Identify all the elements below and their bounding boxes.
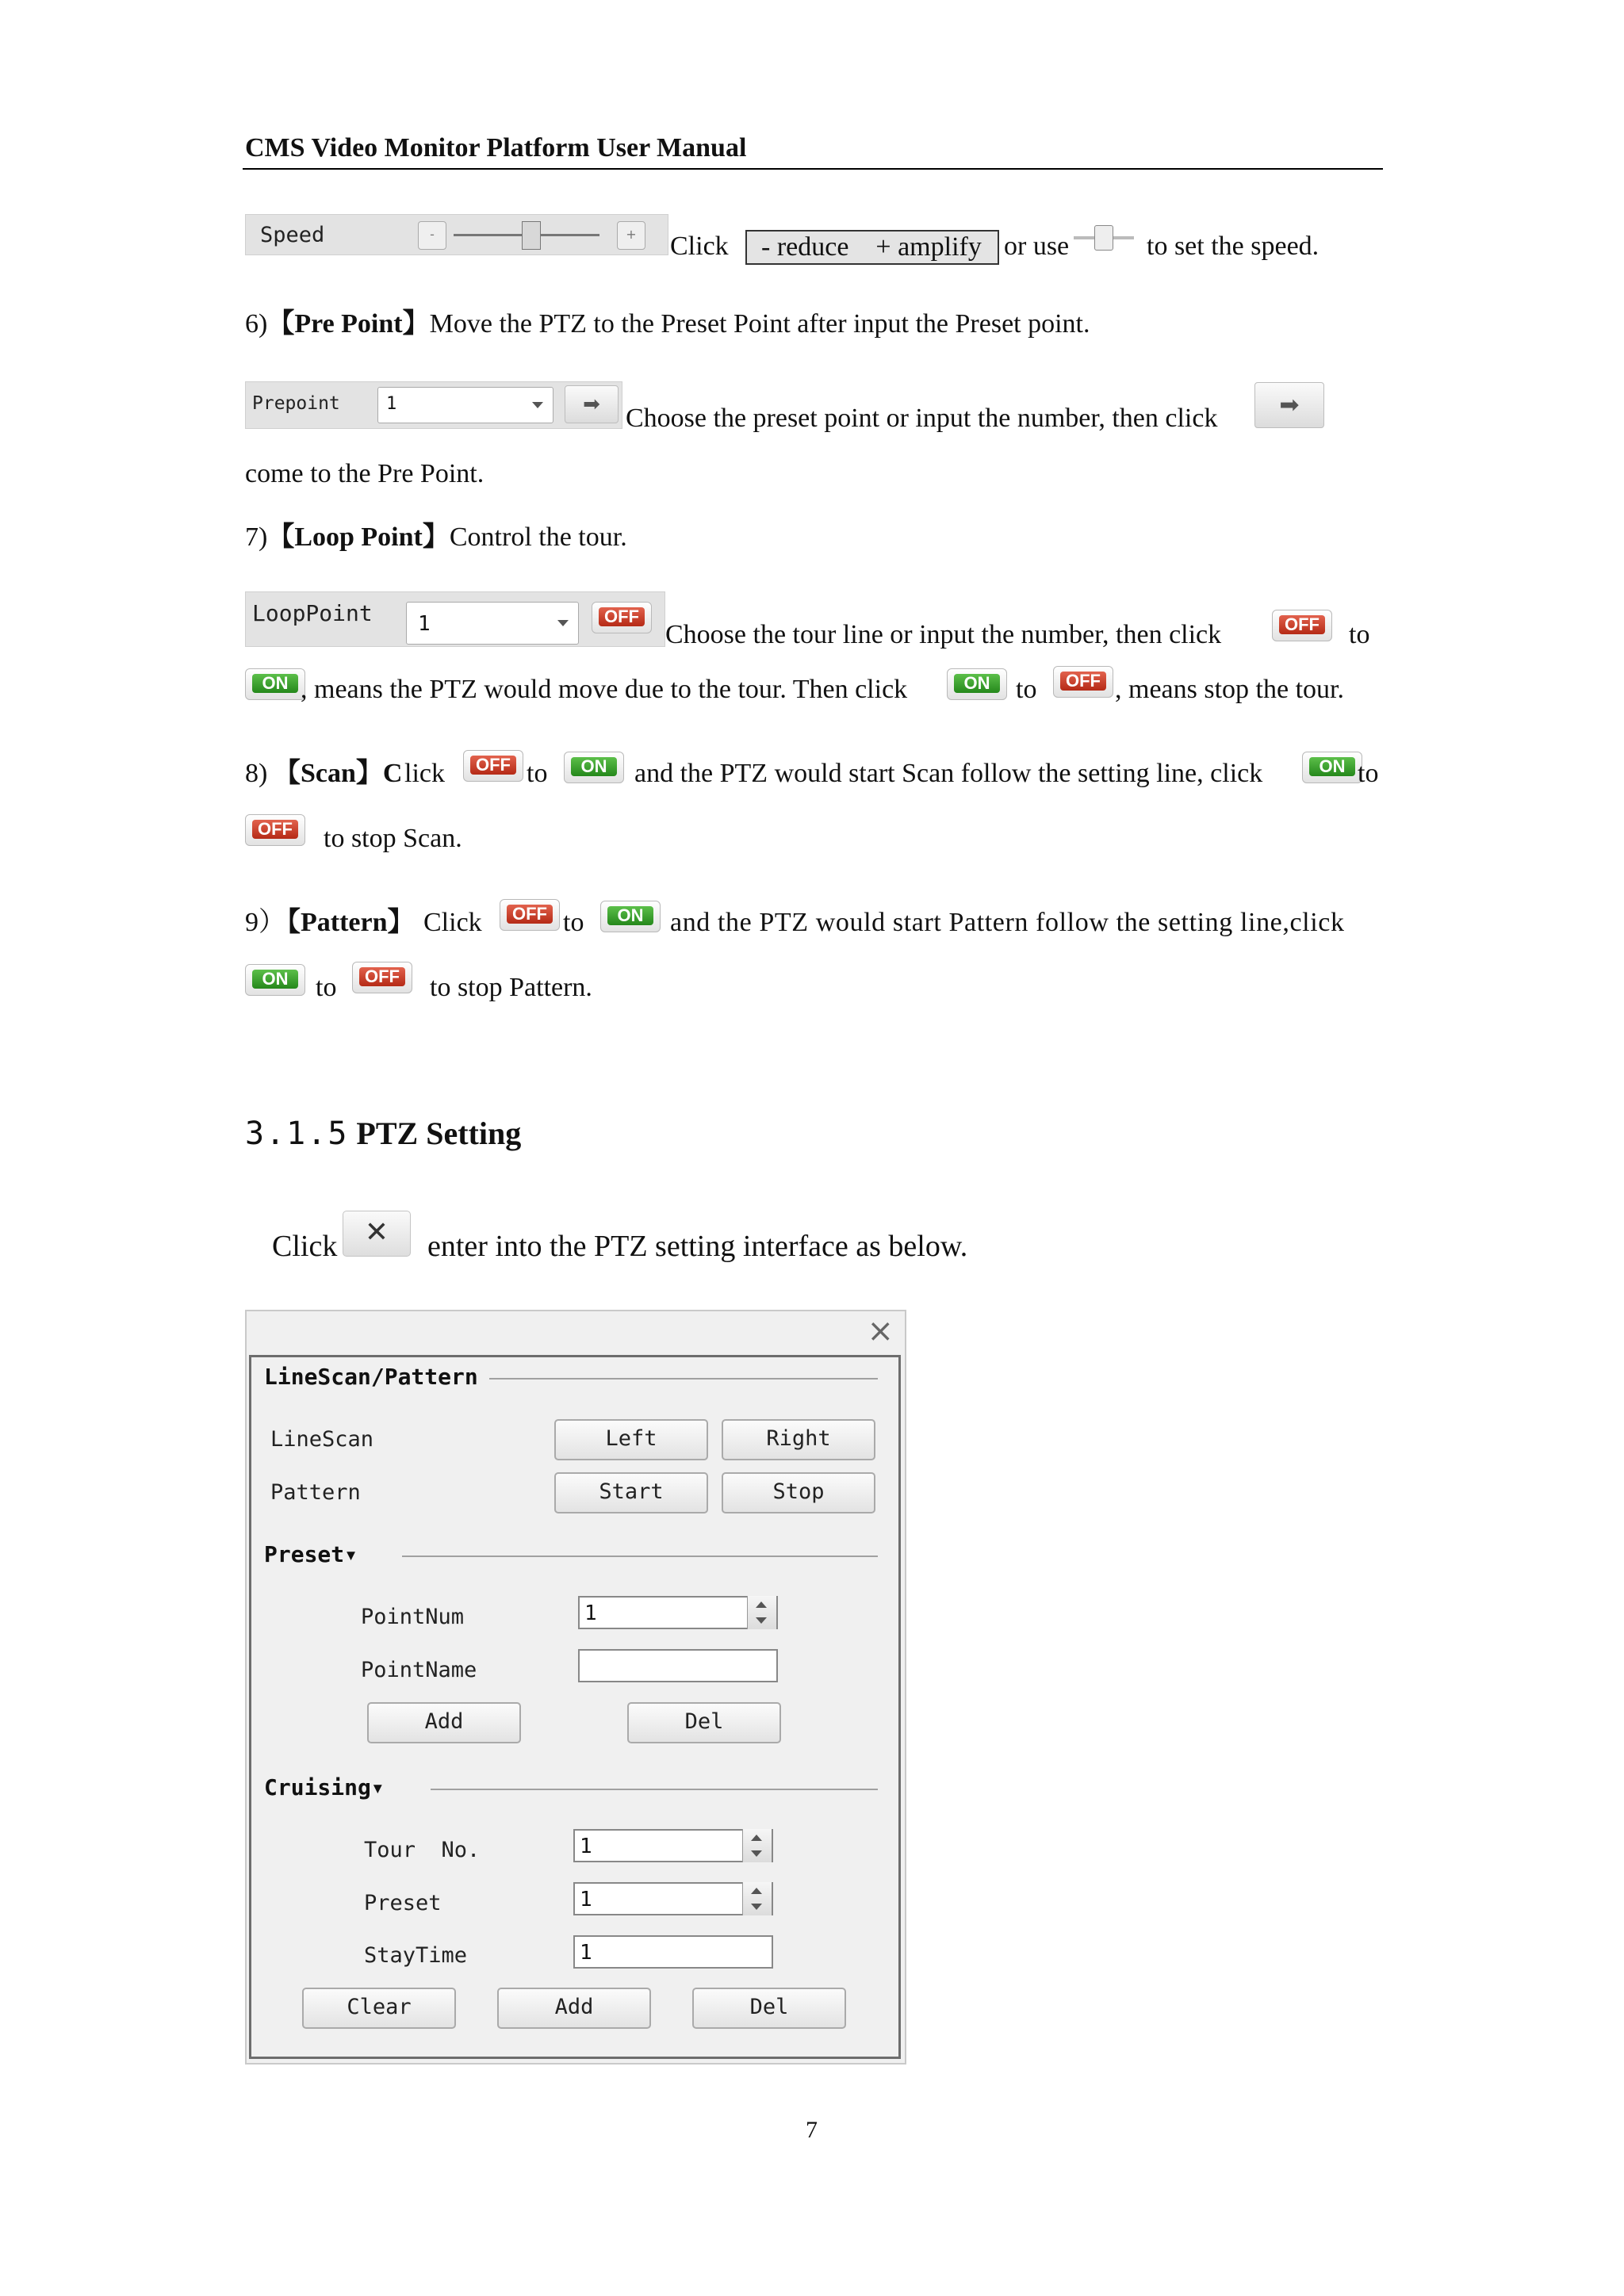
prepoint-go-button[interactable] [565,385,619,423]
spin-down-icon [751,1850,762,1857]
preset-field[interactable] [573,1882,773,1915]
pattern-bold: 【Pattern】 [274,908,415,937]
tourno-value: 1 [580,1835,592,1858]
scan-num: 8) [245,759,268,788]
linescan-right-button[interactable]: Right [722,1419,875,1460]
pattern-stop-button[interactable]: Stop [722,1472,875,1513]
on-toggle-icon [1302,752,1362,783]
arrow-right-icon: ➡ [1279,391,1300,419]
looppoint-widget [245,591,665,647]
off-toggle-icon [463,750,523,782]
looppoint-to: to [1349,620,1370,649]
prepoint-desc2: come to the Pre Point. [245,459,485,488]
preset-group[interactable]: Preset▾ [264,1541,358,1567]
heading-bold: 【Loop Point】 [267,522,450,552]
cruising-del-button[interactable]: Del [692,1988,846,2029]
spin-up-icon [751,1835,762,1841]
off-label: OFF [599,607,645,626]
on-label: ON [571,757,617,776]
pattern-to: to [563,908,584,937]
chevron-down-icon [557,620,569,626]
speed-label: Speed [260,223,325,247]
spin-down-icon [756,1617,767,1624]
heading-number: 7) [245,522,268,552]
staytime-field[interactable]: 1 [573,1935,773,1969]
looppoint-select-value: 1 [418,612,431,636]
spin-down-icon [751,1904,762,1910]
prepoint-heading [245,308,1090,340]
speed-slider-thumb[interactable] [522,221,541,250]
prepoint-label: Prepoint [252,393,340,414]
on-label: ON [1309,757,1355,776]
pointname-field[interactable] [578,1649,778,1682]
plus-icon: + [626,227,637,242]
preset-value: 1 [580,1888,592,1911]
off-label: OFF [507,905,553,924]
off-toggle-icon [352,962,412,993]
pattern-num: 9） [245,908,285,937]
looppoint-select[interactable] [406,602,579,645]
on-toggle-icon [564,752,624,783]
scan-tail: to stop Scan. [324,824,462,853]
preset-spinner[interactable] [742,1882,772,1915]
heading-number: 6) [245,309,268,339]
dialog-body [249,1355,901,2059]
pattern-label: Pattern [270,1480,361,1505]
speed-plus-button[interactable] [617,221,645,250]
page-number: 7 [806,2117,818,2143]
looppoint-heading [245,522,627,553]
on-toggle-icon [245,668,305,700]
looppoint-label: LoopPoint [252,600,373,626]
pattern-start-button[interactable]: Start [554,1472,708,1513]
close-icon[interactable]: × [867,1313,894,1349]
preset-label: Preset [364,1891,442,1915]
looppoint-desc3: , means stop the tour. [1115,675,1344,704]
tourno-label: Tour No. [364,1838,481,1862]
off-toggle-icon [1053,666,1113,698]
wrench-icon: ✕ [364,1216,389,1249]
scan-to: to [527,759,548,788]
spin-up-icon [756,1601,767,1608]
group-divider [402,1556,878,1557]
linescan-pattern-group: LineScan/Pattern [264,1364,489,1390]
prepoint-widget [245,381,622,429]
off-label: OFF [252,820,298,839]
pointnum-spinner[interactable] [747,1596,776,1629]
on-toggle-icon [245,964,305,996]
scan-to-2: to [1358,759,1379,788]
speed-tail-text: to set the speed. [1147,232,1320,261]
chevron-down-icon [532,402,543,408]
staytime-label: StayTime [364,1943,468,1968]
tourno-spinner[interactable] [742,1829,772,1862]
click-desc: enter into the PTZ setting interface as below. [427,1230,968,1263]
group-divider [431,1789,878,1790]
preset-add-button[interactable]: Add [367,1702,521,1743]
scan-bold: 【Scan】C [274,759,403,788]
off-label: OFF [1060,672,1106,691]
pointnum-value: 1 [584,1601,597,1625]
off-label: OFF [359,967,405,986]
looppoint-off-toggle[interactable] [592,602,652,633]
running-header: CMS Video Monitor Platform User Manual [245,133,747,163]
prepoint-select-value: 1 [386,394,397,414]
pointnum-field[interactable] [578,1596,778,1629]
tools-icon [343,1211,411,1257]
prepoint-desc: Choose the preset point or input the number, then click [626,404,1218,433]
looppoint-desc2: , means the PTZ would move due to the tour. Then click [301,675,908,704]
on-label: ON [607,906,653,925]
cruising-clear-button[interactable]: Clear [302,1988,456,2029]
looppoint-to-2: to [1016,675,1037,704]
prepoint-inline-arrow [1254,382,1324,428]
off-toggle-icon [1272,610,1332,641]
on-label: ON [252,674,298,693]
arrow-right-icon: ➡ [583,392,600,416]
off-label: OFF [470,756,516,775]
header-rule [243,168,1383,170]
speed-click-text: Click [670,232,729,261]
off-label: OFF [1279,615,1325,634]
pattern-to-2: to [316,973,337,1002]
tourno-field[interactable] [573,1829,773,1862]
scan-desc: and the PTZ would start Scan follow the setting line, click [634,759,1263,788]
spin-up-icon [751,1888,762,1894]
ptz-setting-dialog [245,1310,906,2064]
section-number: 3.1.5 [245,1115,349,1152]
on-label: ON [252,970,298,989]
pointname-label: PointName [361,1658,477,1682]
minus-icon: - [430,227,435,242]
linescan-label: LineScan [270,1427,374,1452]
on-label: ON [954,674,1000,693]
off-toggle-icon [245,814,305,846]
pattern-click: Click [423,908,482,937]
pattern-desc: and the PTZ would start Pattern follow the setting line,click [670,908,1345,937]
cruising-add-button[interactable]: Add [497,1988,651,2029]
heading-bold: 【Pre Point】 [267,309,430,339]
pattern-tail: to stop Pattern. [430,973,592,1002]
click-text: Click [272,1230,338,1263]
preset-del-button[interactable]: Del [627,1702,781,1743]
speed-or-use-text: or use [1004,232,1070,261]
linescan-left-button[interactable]: Left [554,1419,708,1460]
heading-text: Control the tour. [449,522,627,552]
speed-reduce-amplify-box [745,230,999,265]
off-toggle-icon [500,899,560,931]
speed-minus-button[interactable] [418,221,446,250]
looppoint-desc1: Choose the tour line or input the number, then click [665,620,1222,649]
pointnum-label: PointNum [361,1605,465,1629]
prepoint-select[interactable] [377,387,553,423]
scan-lick: lick [404,759,445,788]
mini-slider-icon [1074,224,1134,252]
reduce-amplify-text: - reduce + amplify [761,232,982,262]
section-title: PTZ Setting [356,1115,522,1151]
speed-widget [245,214,668,255]
section-heading [245,1115,521,1152]
heading-text: Move the PTZ to the Preset Point after input the Preset point. [429,309,1090,339]
on-toggle-icon [600,901,661,932]
on-toggle-icon [947,668,1007,700]
cruising-group[interactable]: Cruising▾ [264,1774,385,1800]
